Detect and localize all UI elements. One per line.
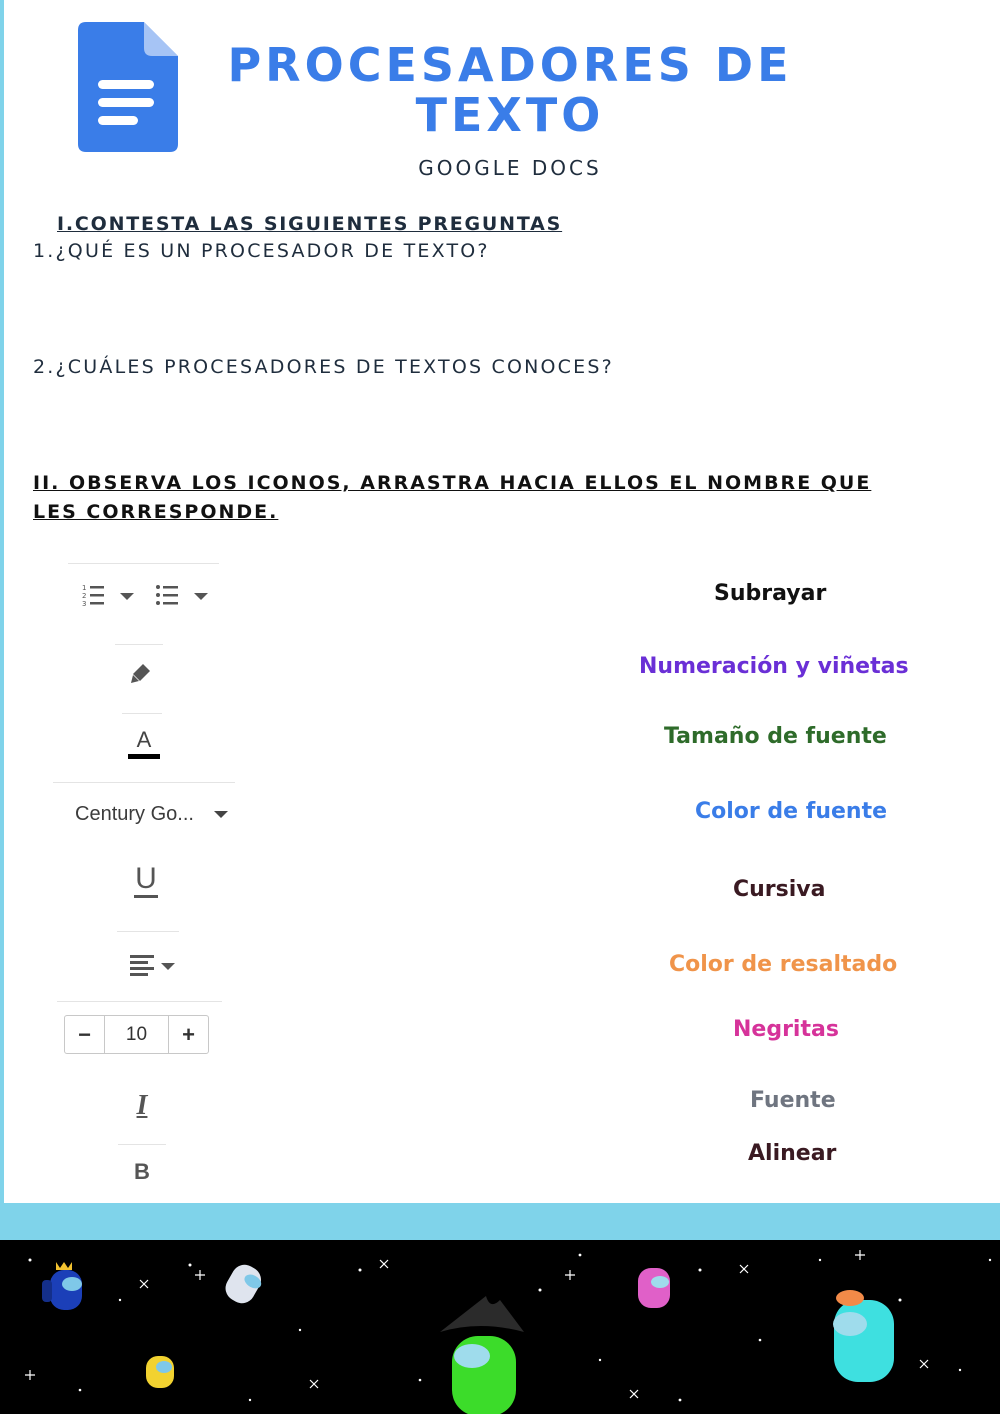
bold-glyph: B xyxy=(134,1159,150,1184)
crewmate-cyan xyxy=(833,1290,894,1382)
drag-label-tamano-fuente[interactable]: Tamaño de fuente xyxy=(664,724,887,749)
bold-icon[interactable] xyxy=(128,1157,156,1187)
section2-heading-line1: II. OBSERVA LOS ICONOS, ARRASTRA HACIA ELLOS EL NOMBRE QUE xyxy=(33,472,872,494)
title-line-1: PROCESADORES DE xyxy=(227,38,793,92)
crewmate-blue xyxy=(42,1262,82,1310)
crewmate-pink xyxy=(638,1268,670,1308)
crewmate-yellow xyxy=(146,1356,174,1388)
drag-label-subrayar[interactable]: Subrayar xyxy=(714,581,827,606)
divider xyxy=(115,644,163,645)
question-1: 1.¿QUÉ ES UN PROCESADOR DE TEXTO? xyxy=(33,240,490,262)
numbered-list-icon[interactable] xyxy=(82,584,134,608)
divider xyxy=(57,1001,222,1002)
drag-label-negritas[interactable]: Negritas xyxy=(733,1017,839,1042)
list-icons xyxy=(80,582,210,610)
italic-icon[interactable] xyxy=(128,1090,156,1122)
title-line-2: TEXTO xyxy=(415,88,605,142)
increase-font-size-button[interactable]: + xyxy=(182,1021,195,1047)
space-illustration xyxy=(0,1240,1000,1414)
divider xyxy=(117,931,179,932)
drag-label-fuente[interactable]: Fuente xyxy=(750,1088,836,1113)
chevron-down-icon xyxy=(214,811,228,818)
svg-text:3: 3 xyxy=(82,600,87,608)
italic-glyph: I xyxy=(136,1090,148,1121)
drag-label-color-fuente[interactable]: Color de fuente xyxy=(695,799,888,824)
left-border xyxy=(0,0,4,1205)
bulleted-list-icon[interactable] xyxy=(156,585,208,605)
chevron-down-icon xyxy=(161,963,175,970)
svg-text:1: 1 xyxy=(82,584,87,592)
crewmate-green-witch xyxy=(440,1296,524,1414)
drag-label-cursiva[interactable]: Cursiva xyxy=(733,877,826,902)
chevron-down-icon xyxy=(120,593,134,600)
align-icon[interactable] xyxy=(129,953,177,979)
page-subtitle: GOOGLE DOCS xyxy=(418,156,602,180)
crewmate-white xyxy=(221,1260,267,1308)
text-color-icon[interactable] xyxy=(127,725,161,761)
font-size-stepper[interactable] xyxy=(64,1015,209,1054)
drag-label-color-resaltado[interactable]: Color de resaltado xyxy=(669,952,898,977)
divider xyxy=(118,1144,166,1145)
underline-glyph: U xyxy=(135,862,157,895)
question-2: 2.¿CUÁLES PROCESADORES DE TEXTOS CONOCES? xyxy=(33,356,614,378)
google-docs-icon xyxy=(78,22,178,152)
section2-heading-line2: LES CORRESPONDE. xyxy=(33,501,279,523)
decrease-font-size-button[interactable]: − xyxy=(78,1021,91,1047)
font-size-value[interactable]: 10 xyxy=(104,1016,169,1053)
chevron-down-icon xyxy=(194,593,208,600)
divider xyxy=(68,563,219,564)
underline-icon[interactable] xyxy=(130,862,162,900)
font-dropdown-label: Century Go... xyxy=(75,803,194,825)
drag-label-numeracion[interactable]: Numeración y viñetas xyxy=(639,654,909,679)
section2-heading xyxy=(33,469,933,527)
text-color-glyph: A xyxy=(136,726,152,752)
font-dropdown[interactable] xyxy=(75,803,228,826)
drag-label-alinear[interactable]: Alinear xyxy=(748,1141,837,1166)
svg-text:2: 2 xyxy=(82,592,87,600)
highlighter-icon[interactable] xyxy=(129,661,153,685)
divider xyxy=(53,782,235,783)
divider xyxy=(122,713,162,714)
section1-heading: I.CONTESTA LAS SIGUIENTES PREGUNTAS xyxy=(57,213,563,235)
page-title xyxy=(210,40,810,140)
text-color-bar xyxy=(128,754,160,759)
footer-band xyxy=(0,1203,1000,1240)
underline-bar xyxy=(134,895,158,898)
